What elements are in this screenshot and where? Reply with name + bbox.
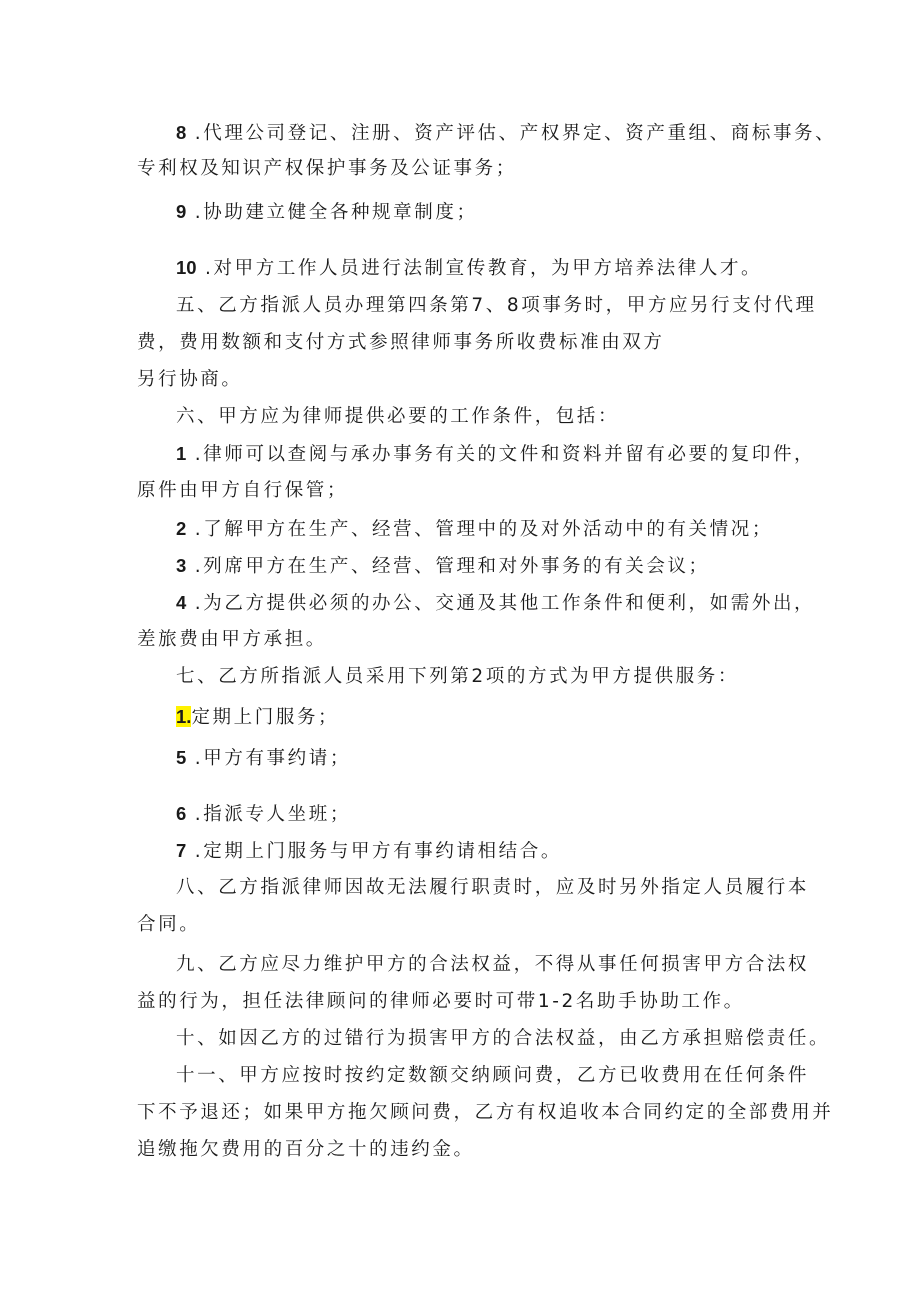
item-number: 10 <box>176 257 197 278</box>
service-option-6 <box>176 802 351 827</box>
item-text: .甲方有事约请； <box>186 748 351 769</box>
clause-11-line2 <box>137 1101 833 1125</box>
item-8-line1 <box>176 121 836 146</box>
text: 十、如因乙方的过错行为损害甲方的合法权益，由乙方承担赔偿责任。 <box>176 1028 831 1049</box>
item-text: .定期上门服务与甲方有事约请相结合。 <box>186 841 562 862</box>
item-text: .列席甲方在生产、经营、管理和对外事务的有关会议； <box>186 556 710 577</box>
item-text: 定期上门服务； <box>191 707 340 728</box>
item-number: 7 <box>176 840 187 861</box>
item-10 <box>176 256 762 281</box>
item-text: .协助建立健全各种规章制度； <box>186 202 478 223</box>
item-text: .律师可以查阅与承办事务有关的文件和资料并留有必要的复印件， <box>186 444 816 465</box>
item-number: 3 <box>176 555 187 576</box>
service-option-7 <box>176 839 562 864</box>
clause-5-line2 <box>137 331 665 355</box>
clause-7 <box>176 665 739 689</box>
highlighted-number: 1. <box>176 706 192 727</box>
text: 十一、甲方应按时按约定数额交纳顾问费，乙方已收费用在任何条件 <box>176 1065 810 1086</box>
clause-11-line3 <box>137 1138 475 1162</box>
clause-11-line1 <box>176 1064 809 1088</box>
text: 另行协商。 <box>137 369 243 390</box>
item-number: 9 <box>176 201 187 222</box>
item-text: .代理公司登记、注册、资产评估、产权界定、资产重组、商标事务、 <box>186 123 837 144</box>
clause-5-line3 <box>137 368 243 392</box>
item-text: .为乙方提供必须的办公、交通及其他工作条件和便利，如需外出， <box>186 593 816 614</box>
item-number: 4 <box>176 592 187 613</box>
clause-8-line2 <box>137 913 200 937</box>
text: 九、乙方应尽力维护甲方的合法权益，不得从事任何损害甲方合法权 <box>176 954 810 975</box>
item-9 <box>176 200 478 225</box>
clause-10 <box>176 1027 830 1051</box>
clause-9-line1 <box>176 953 809 977</box>
sub-item-1-line2 <box>137 479 348 503</box>
clause-9-line2 <box>137 990 745 1014</box>
sub-item-3 <box>176 554 710 579</box>
text: 七、乙方所指派人员采用下列第2项的方式为甲方提供服务： <box>176 666 739 687</box>
item-number: 1 <box>176 443 187 464</box>
text: 益的行为，担任法律顾问的律师必要时可带1-2名助手协助工作。 <box>137 991 745 1012</box>
item-number: 6 <box>176 803 187 824</box>
service-option-1 <box>176 705 339 730</box>
item-text: .了解甲方在生产、经营、管理中的及对外活动中的有关情况； <box>186 519 773 540</box>
text: 下不予退还；如果甲方拖欠顾问费，乙方有权追收本合同约定的全部费用并 <box>137 1102 834 1123</box>
service-option-5 <box>176 746 351 771</box>
clause-6 <box>176 405 619 429</box>
sub-item-4-line2 <box>137 628 327 652</box>
item-number: 2 <box>176 518 187 539</box>
text: 原件由甲方自行保管； <box>137 480 349 501</box>
text: 六、甲方应为律师提供必要的工作条件，包括： <box>176 406 620 427</box>
item-text: .对甲方工作人员进行法制宣传教育，为甲方培养法律人才。 <box>196 258 763 279</box>
item-number: 8 <box>176 122 187 143</box>
clause-8-line1 <box>176 876 809 900</box>
item-8-line2 <box>137 157 517 181</box>
text: 五、乙方指派人员办理第四条第7、8项事务时，甲方应另行支付代理 <box>176 295 817 316</box>
sub-item-2 <box>176 517 773 542</box>
text: 合同。 <box>137 914 201 935</box>
text: 追缴拖欠费用的百分之十的违约金。 <box>137 1139 475 1160</box>
text: 差旅费由甲方承担。 <box>137 629 327 650</box>
text: 费，费用数额和支付方式参照律师事务所收费标准由双方 <box>137 332 665 353</box>
item-text: .指派专人坐班； <box>186 804 351 825</box>
clause-5-line1 <box>176 294 817 318</box>
sub-item-4-line1 <box>176 591 815 616</box>
text: 专利权及知识产权保护事务及公证事务； <box>137 158 517 179</box>
text: 八、乙方指派律师因故无法履行职责时，应及时另外指定人员履行本 <box>176 877 810 898</box>
sub-item-1-line1 <box>176 442 815 467</box>
item-number: 5 <box>176 747 187 768</box>
